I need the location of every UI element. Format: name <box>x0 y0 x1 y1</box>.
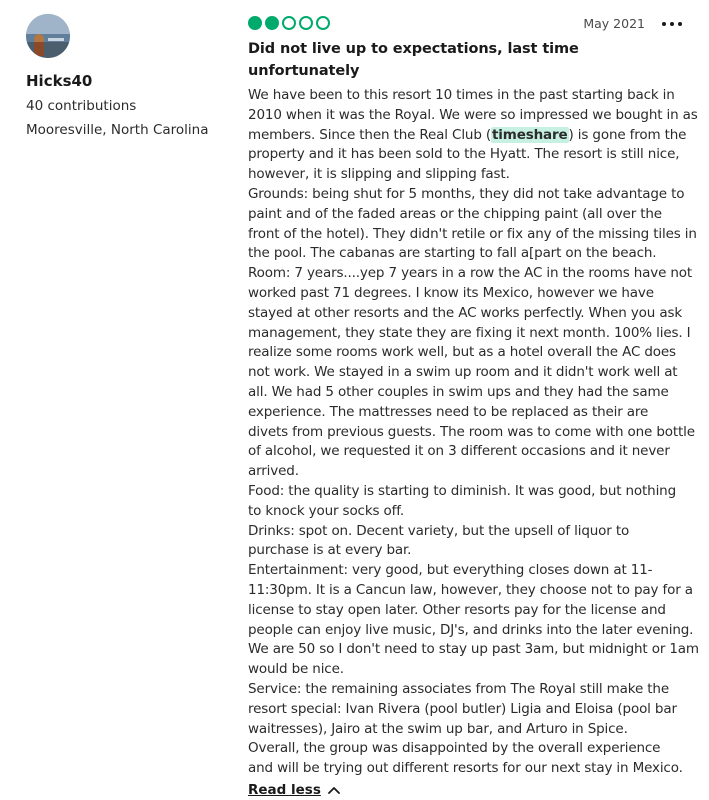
review-text-line: Overall, the group was disappointed by the overall experience <box>248 740 661 757</box>
review-text-line: resort special: Ivan Rivera (pool butler) Ligia and Eloisa (pool bar <box>248 700 677 717</box>
review-text-segment: ) is gone from the <box>568 126 687 143</box>
review-text <box>248 86 699 779</box>
review-text-line: realize some rooms work well, but as a hotel overall the AC does <box>248 344 676 361</box>
review-text-line: We are 50 so I don't need to stay up past 3am, but midnight or 1am <box>248 641 699 658</box>
review-text-line: Grounds: being shut for 5 months, they did not take advantage to <box>248 185 685 202</box>
review-card <box>248 14 699 800</box>
avatar-photo <box>26 14 70 58</box>
read-less-label[interactable]: Read less <box>248 781 321 798</box>
rating-bubble-empty <box>299 16 313 30</box>
review-text-line: worked past 71 degrees. I know its Mexico, however we have <box>248 284 654 301</box>
review-text-line: We have been to this resort 10 times in the past starting back in <box>248 87 675 103</box>
reviewer-contributions: 40 contributions <box>26 98 137 114</box>
review-text-line: waitresses), Jairo at the swim up bar, and Arturo in Spice. <box>248 720 628 737</box>
review-text-line: divets from previous guests. The room was to come with one bottle <box>248 423 695 440</box>
keyword-highlight: timeshare <box>492 126 568 143</box>
avatar[interactable] <box>26 14 70 58</box>
reviewer-location: Mooresville, North Carolina <box>26 122 209 138</box>
review-text-line: Room: 7 years....yep 7 years in a row the AC in the rooms have not <box>248 265 693 282</box>
reviewer-name[interactable]: Hicks40 <box>26 72 93 90</box>
review-text-line: and will be trying out different resorts for our next stay in Mexico. <box>248 760 683 777</box>
review-text-line: people can enjoy live music, DJ's, and drinks into the later evening. <box>248 621 694 638</box>
review-text-line: 11:30pm. It is a Cancun law, however, they choose not to pay for a <box>248 581 693 598</box>
review-text-line: not work. We stayed in a swim up room and it didn't work well at <box>248 364 678 381</box>
review-text-line: all. We had 5 other couples in swim ups and they had the same <box>248 383 669 400</box>
rating-bubble-filled <box>248 16 262 30</box>
review-text-line: Drinks: spot on. Decent variety, but the upsell of liquor to <box>248 522 630 539</box>
rating-bubble-filled <box>265 16 279 30</box>
review-text-line: of alcohol, we requested it on 3 different occasions and it never <box>248 443 670 460</box>
review-text-line: Entertainment: very good, but everything closes down at 11- <box>248 562 653 579</box>
review-text-line: arrived. <box>248 463 299 480</box>
review-text-line: to knock your socks off. <box>248 502 404 519</box>
review-text-line: license to stay open later. Other resorts pay for the license and <box>248 601 666 618</box>
more-options-icon[interactable] <box>662 15 682 33</box>
rating-bubble-empty <box>316 16 330 30</box>
review-text-line: stayed at other resorts and the AC works perfectly. When you ask <box>248 304 683 321</box>
review-date: May 2021 <box>583 16 645 31</box>
review-text-segment: members. Since then the Real Club ( <box>248 126 491 143</box>
review-header <box>248 14 688 34</box>
review-text-line: Service: the remaining associates from The Royal still make the <box>248 680 669 697</box>
review-text-line: management, they state they are fixing it next month. 100% lies. I <box>248 324 691 341</box>
review-text-line: the pool. The cabanas are starting to fall a[part on the beach. <box>248 245 657 262</box>
bubble-rating <box>248 16 330 30</box>
review-text-line: property and it has been sold to the Hyatt. The resort is still nice, <box>248 146 680 163</box>
review-text-line: paint and of the faded areas or the chipping paint (all over the <box>248 205 662 222</box>
review-text-line: however, it is slipping and slipping fast. <box>248 166 510 183</box>
review-text-line: Food: the quality is starting to diminish. It was good, but nothing <box>248 482 677 499</box>
review-title[interactable]: Did not live up to expectations, last time unfortunately <box>248 41 579 79</box>
review-text-line: purchase is at every bar. <box>248 542 412 559</box>
review-text-line: would be nice. <box>248 661 344 678</box>
review-text-line: experience. The mattresses need to be replaced as their are <box>248 403 649 420</box>
reviewer-profile <box>26 14 236 140</box>
rating-bubble-empty <box>282 16 296 30</box>
review-text-line: front of the hotel). They didn't retile or fix any of the missing tiles in <box>248 225 697 242</box>
review-text-line <box>248 126 686 146</box>
review-text-line: 2010 when it was the Royal. We were so impressed we bought in as <box>248 106 698 123</box>
